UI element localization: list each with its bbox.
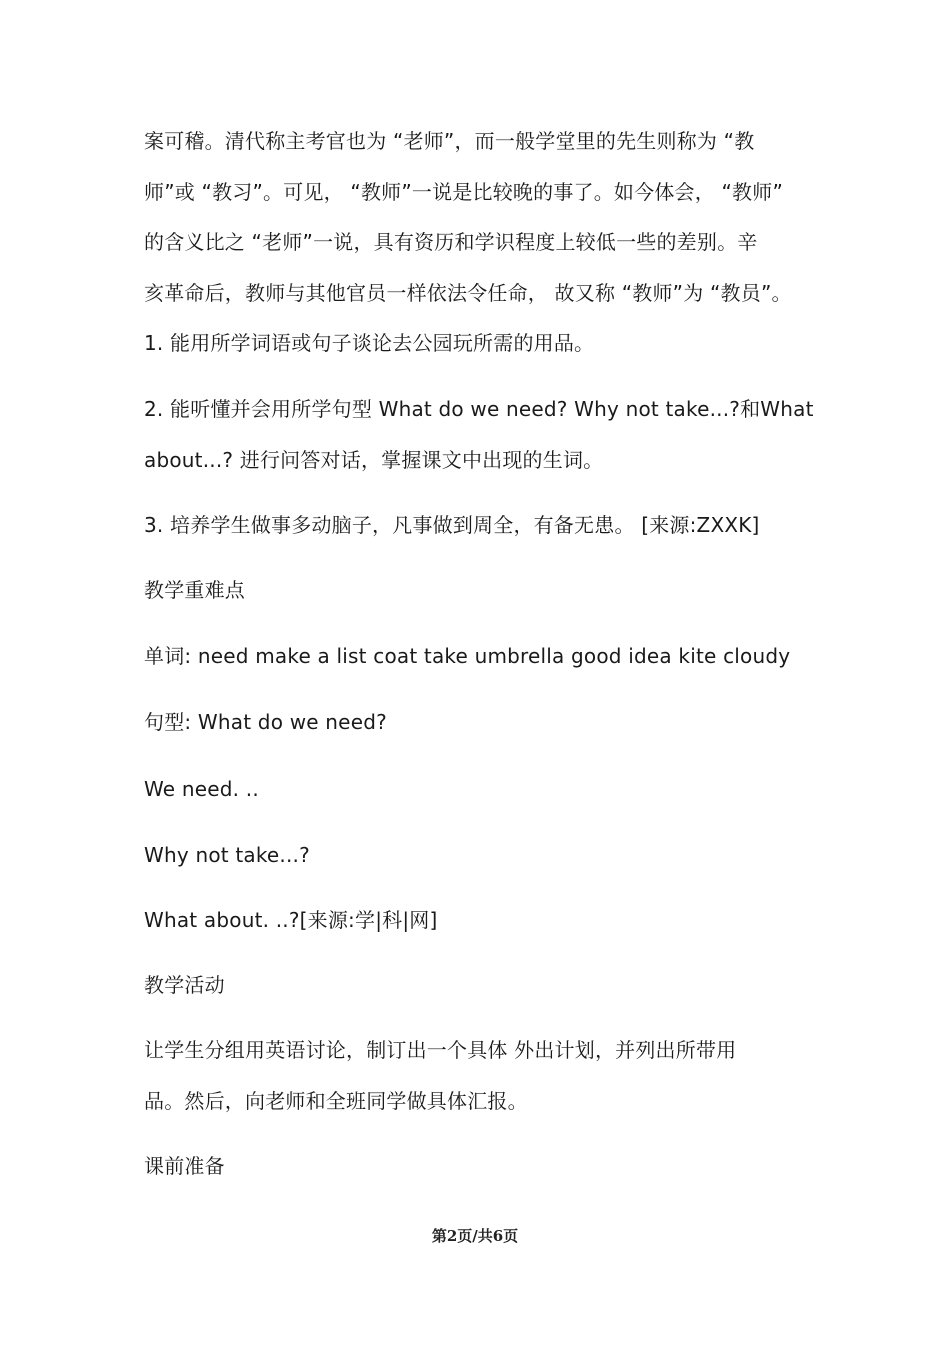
paragraph-line: 品。然后，向老师和全班同学做具体汇报。 [144,1089,528,1113]
vocabulary-line: 单词: need make a list coat take umbrella good idea kite cloudy [144,644,791,668]
objective-item: 3. 培养学生做事多动脑子，凡事做到周全，有备无患。 [来源:ZXXK] [144,513,760,537]
sentence-pattern-line: 句型: What do we need? [144,710,387,734]
paragraph-line: 亥革命后，教师与其他官员一样依法令任命， 故又称 “教师”为 “教员”。 [144,281,792,305]
objective-item: 2. 能听懂并会用所学句型 What do we need? Why not take...?和What [144,397,814,421]
objective-item: 1. 能用所学词语或句子谈论去公园玩所需的用品。 [144,331,595,355]
section-heading: 教学重难点 [144,578,245,602]
paragraph-line: 让学生分组用英语讨论，制订出一个具体 外出计划，并列出所带用 [144,1038,737,1062]
section-heading: 课前准备 [144,1154,225,1178]
paragraph-line: 师”或 “教习”。可见， “教师”一说是比较晚的事了。如今体会， “教师” [144,180,784,204]
page-number-footer: 第2页/共6页 [431,1227,519,1245]
sentence-pattern-line: What about. ..?[来源:学|科|网] [144,908,438,932]
objective-item-continued: about...? 进行问答对话，掌握课文中出现的生词。 [144,448,604,472]
sentence-pattern-line: Why not take...? [144,843,310,867]
section-heading: 教学活动 [144,973,225,997]
paragraph-line: 的含义比之 “老师”一说，具有资历和学识程度上较低一些的差别。辛 [144,230,758,254]
paragraph-line: 案可稽。清代称主考官也为 “老师”，而一般学堂里的先生则称为 “教 [144,129,755,153]
sentence-pattern-line: We need. .. [144,777,259,801]
